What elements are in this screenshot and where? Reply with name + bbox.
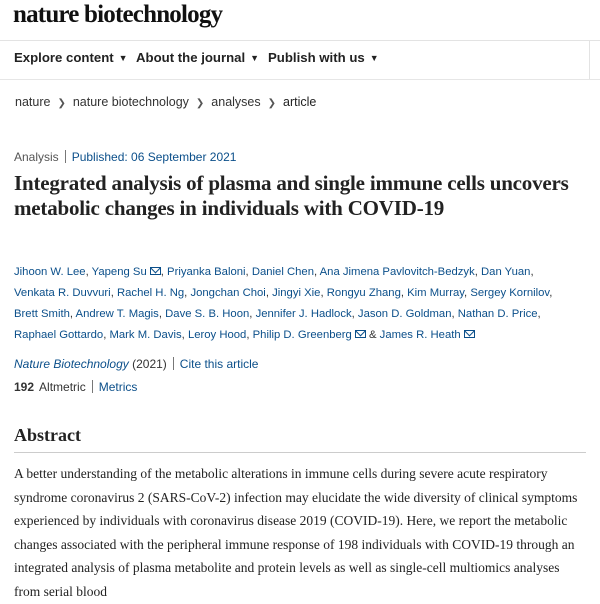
chevron-right-icon: ❯ — [57, 98, 66, 109]
publication-year: (2021) — [132, 357, 167, 371]
author-link[interactable]: Rongyu Zhang — [326, 287, 401, 299]
author-link[interactable]: Jongchan Choi — [190, 287, 266, 299]
author-link[interactable]: Priyanka Baloni — [167, 266, 246, 278]
nav-label: About the journal — [136, 50, 246, 65]
author-link[interactable]: Philip D. Greenberg — [253, 329, 366, 341]
author-link[interactable]: Andrew T. Magis — [75, 308, 159, 320]
author-link[interactable]: Ana Jimena Pavlovitch-Bedzyk — [319, 266, 475, 278]
author-link[interactable]: Mark M. Davis — [109, 329, 182, 341]
metrics-link[interactable]: Metrics — [98, 380, 138, 394]
altmetric-label: Altmetric — [39, 380, 86, 394]
site-logo[interactable]: nature biotechnology — [13, 1, 223, 28]
abstract-heading: Abstract — [14, 425, 81, 445]
author-link[interactable]: Dan Yuan — [481, 266, 531, 278]
author-link[interactable]: Nathan D. Price — [457, 308, 538, 320]
abstract-text: A better understanding of the metabolic alterations in immune cells during severe acute respiratory syndrome coronavirus 2 (SARS-CoV-2) infection may elucidate the wide diversity of clinical symptoms experienced by individuals with coronavirus disease 2019 (COVID-19). Here, we report the metabolic changes associated with the peripheral immune response of 198 individuals with COVID-19 through an integrated analysis of plasma metabolite and protein levels as well as single-cell multiomics analyses from serial blood — [14, 466, 578, 599]
author-link[interactable]: Jingyi Xie — [272, 287, 321, 299]
main-nav — [0, 40, 600, 80]
journal-line — [14, 357, 258, 371]
mail-icon[interactable] — [150, 267, 161, 275]
site-header — [0, 0, 600, 41]
nav-label: Publish with us — [268, 50, 365, 65]
author-link[interactable]: Yapeng Su — [92, 266, 161, 278]
author-link[interactable]: Rachel H. Ng — [116, 287, 185, 299]
divider — [92, 380, 93, 393]
author-list: Jihoon W. Lee, Yapeng Su , Priyanka Baloni, Daniel Chen, Ana Jimena Pavlovitch-Bedzyk, Dan Yuan, Venkata R. Duvvuri, Rachel H. Ng, Jongchan Choi, Jingyi Xie, Rongyu Zhang, Kim Murray, Sergey Kornilov, Brett Smith, Andrew T. Magis, Dave S. B. Hoon, Jennifer J. Hadlock, Jason D. Goldman, Nathan D. Price, Raphael Gottardo, Mark M. Davis, Leroy Hood, Philip D. Greenberg & James R. Heath — [14, 266, 553, 341]
article-type: Analysis — [14, 150, 59, 164]
nav-publish-with-us[interactable] — [268, 50, 379, 65]
article-title: Integrated analysis of plasma and single immune cells uncovers metabolic changes in individuals with COVID-19 — [14, 171, 569, 220]
author-link[interactable]: Daniel Chen — [251, 266, 314, 278]
nav-explore-content[interactable] — [14, 50, 128, 65]
author-link[interactable]: Raphael Gottardo — [14, 329, 104, 341]
author-link[interactable]: Dave S. B. Hoon — [165, 308, 250, 320]
breadcrumb-journal[interactable]: nature biotechnology — [72, 95, 189, 109]
author-link[interactable]: Brett Smith — [14, 308, 70, 320]
chevron-down-icon: ▼ — [118, 53, 128, 63]
chevron-right-icon: ❯ — [267, 98, 277, 109]
author-link[interactable]: Leroy Hood — [187, 329, 247, 341]
cite-this-article-link[interactable]: Cite this article — [179, 357, 259, 371]
breadcrumb-analyses[interactable]: analyses — [211, 95, 261, 109]
chevron-down-icon: ▼ — [369, 53, 379, 63]
author-link[interactable]: Jennifer J. Hadlock — [255, 308, 352, 320]
author-link[interactable]: Jason D. Goldman — [357, 308, 452, 320]
divider — [173, 357, 174, 370]
altmetric-score[interactable]: 192 — [14, 380, 35, 394]
nav-divider — [589, 40, 590, 79]
nav-label: Explore content — [14, 50, 114, 65]
metrics-line — [14, 380, 137, 394]
nav-about-journal[interactable] — [136, 50, 259, 65]
chevron-down-icon: ▼ — [250, 53, 260, 63]
author-link[interactable]: James R. Heath — [380, 329, 475, 341]
author-and: & — [368, 329, 377, 341]
author-link[interactable]: Kim Murray — [407, 287, 465, 299]
breadcrumb — [15, 95, 316, 109]
chevron-right-icon: ❯ — [195, 98, 205, 109]
author-link[interactable]: Jihoon W. Lee — [14, 266, 86, 278]
divider — [65, 150, 66, 163]
breadcrumb-nature[interactable]: nature — [15, 95, 51, 109]
breadcrumb-current: article — [283, 95, 317, 109]
abstract-divider — [14, 452, 586, 453]
published-date: Published: 06 September 2021 — [71, 150, 237, 164]
article-meta — [14, 150, 236, 164]
mail-icon[interactable] — [355, 330, 366, 338]
mail-icon[interactable] — [464, 330, 475, 338]
author-link[interactable]: Sergey Kornilov — [470, 287, 550, 299]
author-link[interactable]: Venkata R. Duvvuri — [14, 287, 111, 299]
journal-name[interactable]: Nature Biotechnology — [14, 357, 129, 371]
